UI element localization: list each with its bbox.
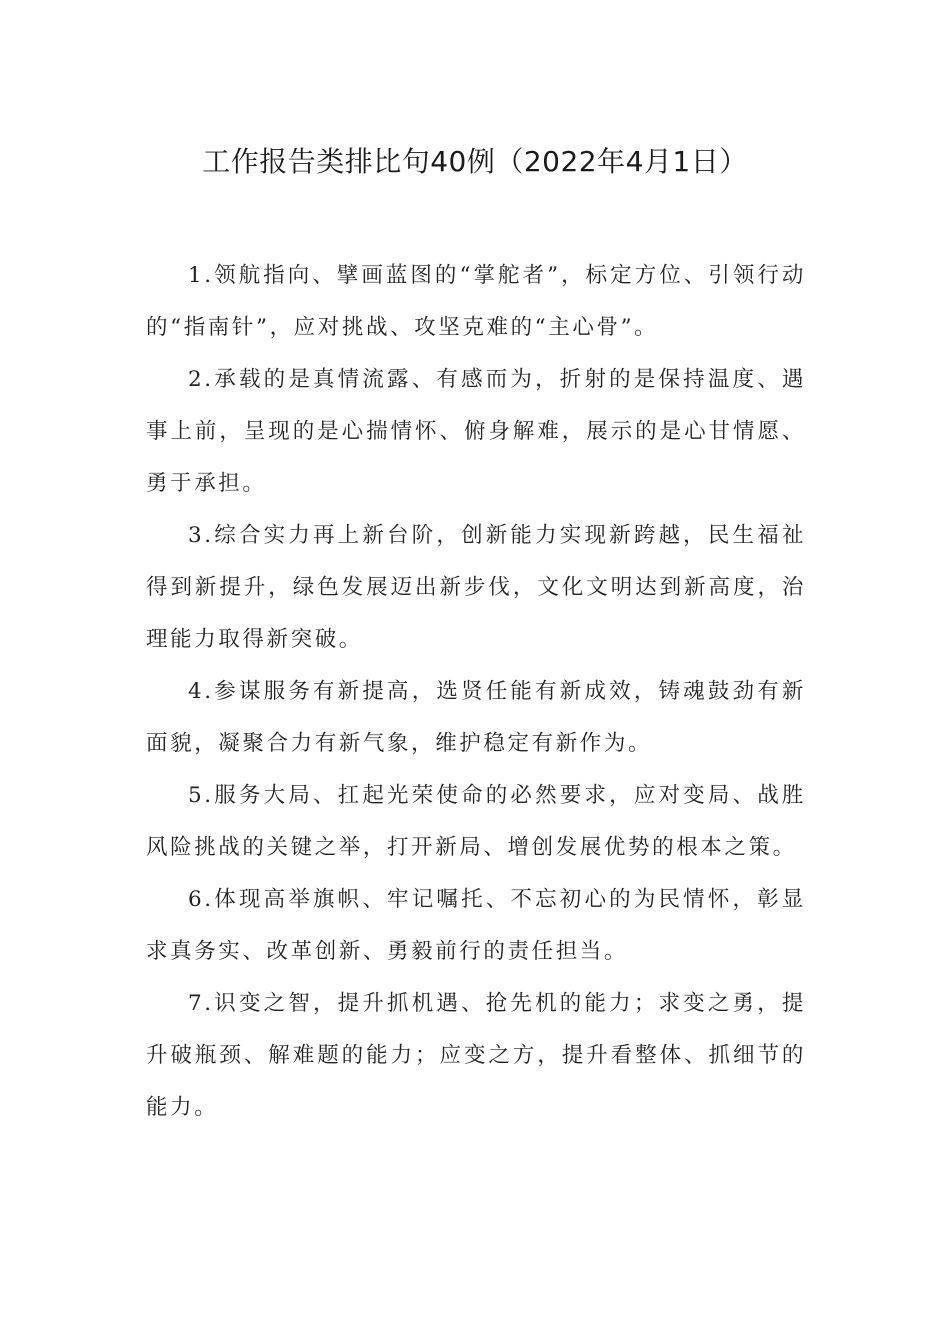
paragraph-2: 2.承载的是真情流露、有感而为，折射的是保持温度、遇事上前，呈现的是心揣情怀、俯身解难，展示的是心甘情愿、勇于承担。	[146, 367, 806, 496]
document-body	[146, 250, 806, 1134]
paragraph-1: 1.领航指向、擘画蓝图的“掌舵者”，标定方位、引领行动的“指南针”，应对挑战、攻坚克难的“主心骨”。	[146, 263, 806, 340]
paragraph-5: 5.服务大局、扛起光荣使命的必然要求，应对变局、战胜风险挑战的关键之举，打开新局、增创发展优势的根本之策。	[146, 783, 806, 860]
document-title: 工作报告类排比句40例（2022年4月1日）	[202, 145, 748, 178]
paragraph-7: 7.识变之智，提升抓机遇、抢先机的能力；求变之勇，提升破瓶颈、解难题的能力；应变之方，提升看整体、抓细节的能力。	[146, 991, 806, 1120]
paragraph-6: 6.体现高举旗帜、牢记嘱托、不忘初心的为民情怀，彰显求真务实、改革创新、勇毅前行的责任担当。	[146, 887, 806, 964]
paragraph-4: 4.参谋服务有新提高，选贤任能有新成效，铸魂鼓劲有新面貌，凝聚合力有新气象，维护稳定有新作为。	[146, 679, 806, 756]
paragraph-3: 3.综合实力再上新台阶，创新能力实现新跨越，民生福祉得到新提升，绿色发展迈出新步伐，文化文明达到新高度，治理能力取得新突破。	[146, 523, 806, 652]
